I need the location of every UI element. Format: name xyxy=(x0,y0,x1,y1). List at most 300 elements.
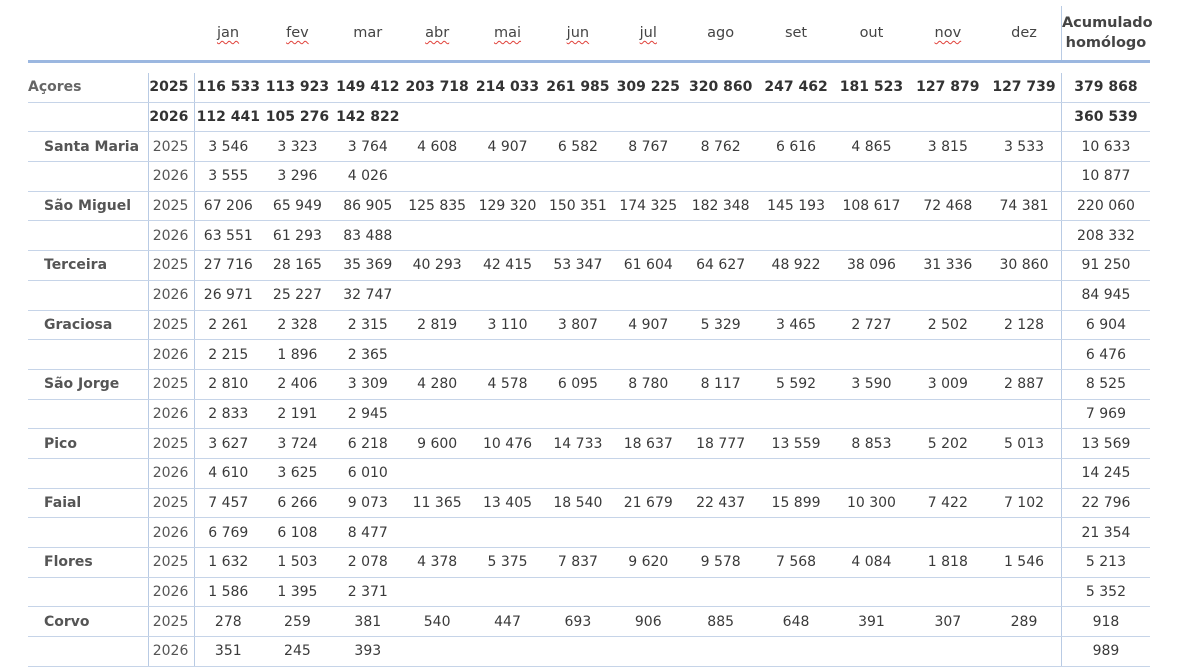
value-cell xyxy=(758,458,834,488)
value-cell: 4 026 xyxy=(334,162,402,192)
table-row xyxy=(28,340,1150,370)
value-cell xyxy=(987,280,1061,310)
value-cell: 2 215 xyxy=(195,340,261,370)
table-row xyxy=(28,607,1150,637)
value-cell: 1 586 xyxy=(195,577,261,607)
region-name xyxy=(28,340,149,370)
value-cell: 129 320 xyxy=(472,191,542,221)
year-cell: 2025 xyxy=(149,73,195,102)
value-cell xyxy=(987,458,1061,488)
region-name xyxy=(28,637,149,667)
value-cell: 2 406 xyxy=(261,369,333,399)
value-cell xyxy=(834,340,908,370)
accumulated-cell: 6 904 xyxy=(1061,310,1150,340)
year-cell: 2026 xyxy=(149,102,195,132)
year-cell: 2026 xyxy=(149,221,195,251)
year-cell: 2026 xyxy=(149,399,195,429)
value-cell xyxy=(402,221,472,251)
value-cell: 25 227 xyxy=(261,280,333,310)
region-name: Terceira xyxy=(28,251,149,281)
value-cell xyxy=(472,518,542,548)
value-cell xyxy=(402,637,472,667)
accumulated-cell: 5 213 xyxy=(1061,548,1150,578)
value-cell: 38 096 xyxy=(834,251,908,281)
value-cell: 7 837 xyxy=(543,548,613,578)
value-cell xyxy=(834,399,908,429)
value-cell: 8 477 xyxy=(334,518,402,548)
value-cell xyxy=(834,637,908,667)
value-cell: 259 xyxy=(261,607,333,637)
month-header-mar xyxy=(334,6,402,62)
value-cell: 2 833 xyxy=(195,399,261,429)
value-cell: 8 853 xyxy=(834,429,908,459)
value-cell: 127 879 xyxy=(909,73,987,102)
spacer-row xyxy=(28,62,1150,74)
value-cell: 32 747 xyxy=(334,280,402,310)
month-header-out xyxy=(834,6,908,62)
value-cell: 8 117 xyxy=(683,369,757,399)
value-cell: 393 xyxy=(334,637,402,667)
value-cell: 391 xyxy=(834,607,908,637)
value-cell xyxy=(909,221,987,251)
value-cell xyxy=(402,280,472,310)
value-cell: 261 985 xyxy=(543,73,613,102)
value-cell xyxy=(613,518,683,548)
value-cell xyxy=(472,221,542,251)
accumulated-cell: 13 569 xyxy=(1061,429,1150,459)
month-label: jul xyxy=(639,25,657,41)
value-cell: 181 523 xyxy=(834,73,908,102)
value-cell: 7 102 xyxy=(987,488,1061,518)
value-cell: 3 627 xyxy=(195,429,261,459)
table-row xyxy=(28,488,1150,518)
value-cell: 2 191 xyxy=(261,399,333,429)
value-cell xyxy=(613,162,683,192)
value-cell: 14 733 xyxy=(543,429,613,459)
value-cell xyxy=(758,102,834,132)
value-cell: 3 323 xyxy=(261,132,333,162)
value-cell: 3 296 xyxy=(261,162,333,192)
value-cell xyxy=(758,280,834,310)
value-cell: 74 381 xyxy=(987,191,1061,221)
value-cell: 2 727 xyxy=(834,310,908,340)
value-cell xyxy=(987,518,1061,548)
value-cell: 1 896 xyxy=(261,340,333,370)
accumulated-cell: 918 xyxy=(1061,607,1150,637)
value-cell xyxy=(613,340,683,370)
year-cell: 2025 xyxy=(149,251,195,281)
value-cell: 3 555 xyxy=(195,162,261,192)
value-cell xyxy=(472,162,542,192)
value-cell: 4 608 xyxy=(402,132,472,162)
value-cell: 1 818 xyxy=(909,548,987,578)
table-row xyxy=(28,458,1150,488)
value-cell xyxy=(909,340,987,370)
value-cell xyxy=(683,340,757,370)
year-cell: 2025 xyxy=(149,310,195,340)
region-name xyxy=(28,221,149,251)
value-cell: 116 533 xyxy=(195,73,261,102)
year-header-cell xyxy=(149,6,195,62)
region-name xyxy=(28,102,149,132)
value-cell: 3 724 xyxy=(261,429,333,459)
value-cell: 8 767 xyxy=(613,132,683,162)
value-cell xyxy=(543,399,613,429)
accumulated-cell: 84 945 xyxy=(1061,280,1150,310)
value-cell: 7 457 xyxy=(195,488,261,518)
month-label: out xyxy=(859,25,884,41)
value-cell: 9 600 xyxy=(402,429,472,459)
value-cell xyxy=(543,637,613,667)
table-row xyxy=(28,548,1150,578)
value-cell xyxy=(472,399,542,429)
region-name: Corvo xyxy=(28,607,149,637)
year-cell: 2026 xyxy=(149,518,195,548)
value-cell: 4 280 xyxy=(402,369,472,399)
value-cell: 309 225 xyxy=(613,73,683,102)
table-row xyxy=(28,162,1150,192)
value-cell xyxy=(613,102,683,132)
region-name xyxy=(28,280,149,310)
value-cell: 1 503 xyxy=(261,548,333,578)
value-cell xyxy=(909,399,987,429)
value-cell xyxy=(472,577,542,607)
value-cell: 447 xyxy=(472,607,542,637)
region-name xyxy=(28,399,149,429)
value-cell: 1 395 xyxy=(261,577,333,607)
value-cell xyxy=(543,518,613,548)
month-header-set xyxy=(758,6,834,62)
value-cell xyxy=(834,102,908,132)
value-cell: 381 xyxy=(334,607,402,637)
month-header-nov xyxy=(909,6,987,62)
value-cell xyxy=(909,162,987,192)
value-cell: 15 899 xyxy=(758,488,834,518)
accumulated-cell: 5 352 xyxy=(1061,577,1150,607)
statistics-table xyxy=(28,6,1153,667)
value-cell: 4 610 xyxy=(195,458,261,488)
year-cell: 2025 xyxy=(149,607,195,637)
value-cell xyxy=(758,340,834,370)
value-cell xyxy=(402,162,472,192)
value-cell: 6 095 xyxy=(543,369,613,399)
value-cell: 5 375 xyxy=(472,548,542,578)
value-cell: 27 716 xyxy=(195,251,261,281)
region-name: Santa Maria xyxy=(28,132,149,162)
value-cell: 30 860 xyxy=(987,251,1061,281)
value-cell xyxy=(472,102,542,132)
value-cell: 2 945 xyxy=(334,399,402,429)
year-cell: 2026 xyxy=(149,577,195,607)
month-header-dez xyxy=(987,6,1061,62)
value-cell xyxy=(683,102,757,132)
value-cell: 3 764 xyxy=(334,132,402,162)
value-cell: 150 351 xyxy=(543,191,613,221)
value-cell xyxy=(543,102,613,132)
accumulated-cell: 8 525 xyxy=(1061,369,1150,399)
accumulated-cell: 220 060 xyxy=(1061,191,1150,221)
value-cell: 18 777 xyxy=(683,429,757,459)
value-cell xyxy=(613,399,683,429)
value-cell: 3 590 xyxy=(834,369,908,399)
value-cell: 125 835 xyxy=(402,191,472,221)
value-cell: 2 078 xyxy=(334,548,402,578)
value-cell: 3 807 xyxy=(543,310,613,340)
table-body xyxy=(28,62,1150,667)
value-cell xyxy=(758,221,834,251)
month-header-mai xyxy=(472,6,542,62)
value-cell: 2 365 xyxy=(334,340,402,370)
value-cell xyxy=(909,577,987,607)
value-cell xyxy=(683,637,757,667)
value-cell xyxy=(909,102,987,132)
table-row xyxy=(28,399,1150,429)
region-name: Faial xyxy=(28,488,149,518)
value-cell: 4 084 xyxy=(834,548,908,578)
month-label: nov xyxy=(934,25,962,41)
accumulated-cell: 91 250 xyxy=(1061,251,1150,281)
accumulated-cell: 989 xyxy=(1061,637,1150,667)
region-name: Pico xyxy=(28,429,149,459)
value-cell: 289 xyxy=(987,607,1061,637)
month-header-ago xyxy=(683,6,757,62)
year-cell: 2025 xyxy=(149,132,195,162)
value-cell: 63 551 xyxy=(195,221,261,251)
value-cell xyxy=(543,221,613,251)
region-name: São Jorge xyxy=(28,369,149,399)
value-cell: 4 378 xyxy=(402,548,472,578)
value-cell xyxy=(987,162,1061,192)
value-cell: 26 971 xyxy=(195,280,261,310)
value-cell: 906 xyxy=(613,607,683,637)
value-cell xyxy=(472,458,542,488)
value-cell: 2 819 xyxy=(402,310,472,340)
month-label: jun xyxy=(566,25,590,41)
value-cell xyxy=(613,577,683,607)
value-cell xyxy=(834,458,908,488)
accumulated-cell: 7 969 xyxy=(1061,399,1150,429)
value-cell: 351 xyxy=(195,637,261,667)
value-cell: 61 604 xyxy=(613,251,683,281)
value-cell: 3 625 xyxy=(261,458,333,488)
year-cell: 2026 xyxy=(149,458,195,488)
value-cell: 61 293 xyxy=(261,221,333,251)
value-cell: 648 xyxy=(758,607,834,637)
month-label: abr xyxy=(425,25,450,41)
value-cell: 2 502 xyxy=(909,310,987,340)
value-cell: 83 488 xyxy=(334,221,402,251)
accumulated-cell: 10 877 xyxy=(1061,162,1150,192)
year-cell: 2026 xyxy=(149,280,195,310)
region-name xyxy=(28,162,149,192)
value-cell xyxy=(683,458,757,488)
value-cell xyxy=(909,637,987,667)
value-cell xyxy=(987,221,1061,251)
value-cell: 2 315 xyxy=(334,310,402,340)
value-cell xyxy=(758,162,834,192)
accumulated-cell: 379 868 xyxy=(1061,73,1150,102)
table-row xyxy=(28,369,1150,399)
value-cell xyxy=(472,340,542,370)
value-cell xyxy=(402,577,472,607)
value-cell: 278 xyxy=(195,607,261,637)
year-cell: 2026 xyxy=(149,162,195,192)
year-cell: 2025 xyxy=(149,191,195,221)
value-cell: 65 949 xyxy=(261,191,333,221)
value-cell: 7 422 xyxy=(909,488,987,518)
value-cell xyxy=(683,280,757,310)
value-cell xyxy=(472,280,542,310)
value-cell: 3 546 xyxy=(195,132,261,162)
value-cell: 885 xyxy=(683,607,757,637)
value-cell: 13 559 xyxy=(758,429,834,459)
value-cell: 28 165 xyxy=(261,251,333,281)
value-cell: 6 218 xyxy=(334,429,402,459)
value-cell: 8 780 xyxy=(613,369,683,399)
year-cell: 2025 xyxy=(149,548,195,578)
table-row xyxy=(28,637,1150,667)
table-row xyxy=(28,577,1150,607)
value-cell xyxy=(758,518,834,548)
value-cell xyxy=(909,280,987,310)
value-cell xyxy=(683,577,757,607)
value-cell xyxy=(683,162,757,192)
year-cell: 2025 xyxy=(149,429,195,459)
value-cell xyxy=(402,518,472,548)
accumulated-cell: 22 796 xyxy=(1061,488,1150,518)
value-cell: 10 300 xyxy=(834,488,908,518)
value-cell xyxy=(834,280,908,310)
value-cell xyxy=(834,577,908,607)
value-cell: 2 261 xyxy=(195,310,261,340)
value-cell xyxy=(909,458,987,488)
value-cell: 4 578 xyxy=(472,369,542,399)
value-cell: 6 616 xyxy=(758,132,834,162)
value-cell: 9 578 xyxy=(683,548,757,578)
month-header-jan xyxy=(195,6,261,62)
value-cell xyxy=(987,340,1061,370)
value-cell xyxy=(402,340,472,370)
value-cell: 40 293 xyxy=(402,251,472,281)
month-label: dez xyxy=(1011,25,1037,41)
value-cell: 18 540 xyxy=(543,488,613,518)
value-cell: 6 108 xyxy=(261,518,333,548)
value-cell xyxy=(402,458,472,488)
value-cell: 2 810 xyxy=(195,369,261,399)
value-cell: 21 679 xyxy=(613,488,683,518)
value-cell xyxy=(613,458,683,488)
value-cell: 145 193 xyxy=(758,191,834,221)
region-name: Açores xyxy=(28,73,149,102)
value-cell: 13 405 xyxy=(472,488,542,518)
value-cell: 48 922 xyxy=(758,251,834,281)
value-cell: 112 441 xyxy=(195,102,261,132)
value-cell xyxy=(402,102,472,132)
accumulated-cell: 360 539 xyxy=(1061,102,1150,132)
month-header-fev xyxy=(261,6,333,62)
value-cell: 105 276 xyxy=(261,102,333,132)
table-row xyxy=(28,518,1150,548)
region-name: São Miguel xyxy=(28,191,149,221)
value-cell: 11 365 xyxy=(402,488,472,518)
value-cell xyxy=(613,280,683,310)
month-label: fev xyxy=(286,25,309,41)
value-cell: 182 348 xyxy=(683,191,757,221)
value-cell: 6 769 xyxy=(195,518,261,548)
value-cell: 5 202 xyxy=(909,429,987,459)
value-cell: 67 206 xyxy=(195,191,261,221)
table-row xyxy=(28,251,1150,281)
table-row xyxy=(28,280,1150,310)
value-cell xyxy=(987,102,1061,132)
accumulated-cell: 21 354 xyxy=(1061,518,1150,548)
value-cell: 247 462 xyxy=(758,73,834,102)
value-cell: 203 718 xyxy=(402,73,472,102)
value-cell: 174 325 xyxy=(613,191,683,221)
value-cell xyxy=(402,399,472,429)
month-label: jan xyxy=(216,25,240,41)
value-cell: 64 627 xyxy=(683,251,757,281)
table-row xyxy=(28,73,1150,102)
value-cell: 10 476 xyxy=(472,429,542,459)
table-row xyxy=(28,310,1150,340)
corner-cell xyxy=(28,6,149,62)
value-cell: 6 582 xyxy=(543,132,613,162)
value-cell: 2 328 xyxy=(261,310,333,340)
region-name: Flores xyxy=(28,548,149,578)
value-cell xyxy=(613,637,683,667)
region-name xyxy=(28,458,149,488)
year-cell: 2026 xyxy=(149,340,195,370)
value-cell: 245 xyxy=(261,637,333,667)
value-cell: 2 887 xyxy=(987,369,1061,399)
value-cell: 9 620 xyxy=(613,548,683,578)
value-cell: 3 533 xyxy=(987,132,1061,162)
value-cell: 3 309 xyxy=(334,369,402,399)
value-cell xyxy=(683,518,757,548)
value-cell: 214 033 xyxy=(472,73,542,102)
value-cell: 31 336 xyxy=(909,251,987,281)
region-name xyxy=(28,577,149,607)
value-cell: 2 128 xyxy=(987,310,1061,340)
value-cell: 142 822 xyxy=(334,102,402,132)
value-cell: 3 465 xyxy=(758,310,834,340)
year-cell: 2025 xyxy=(149,369,195,399)
value-cell xyxy=(543,280,613,310)
region-name: Graciosa xyxy=(28,310,149,340)
value-cell: 22 437 xyxy=(683,488,757,518)
value-cell: 540 xyxy=(402,607,472,637)
accumulated-cell: 14 245 xyxy=(1061,458,1150,488)
value-cell xyxy=(472,637,542,667)
value-cell: 35 369 xyxy=(334,251,402,281)
value-cell: 86 905 xyxy=(334,191,402,221)
month-label: mar xyxy=(353,25,383,41)
month-label: set xyxy=(784,25,808,41)
value-cell xyxy=(683,399,757,429)
table-row xyxy=(28,221,1150,251)
value-cell: 4 865 xyxy=(834,132,908,162)
value-cell: 3 815 xyxy=(909,132,987,162)
value-cell xyxy=(543,340,613,370)
value-cell xyxy=(987,637,1061,667)
month-label: ago xyxy=(707,25,735,41)
month-label: mai xyxy=(493,25,522,41)
value-cell: 149 412 xyxy=(334,73,402,102)
value-cell: 108 617 xyxy=(834,191,908,221)
accumulated-cell: 10 633 xyxy=(1061,132,1150,162)
value-cell: 42 415 xyxy=(472,251,542,281)
